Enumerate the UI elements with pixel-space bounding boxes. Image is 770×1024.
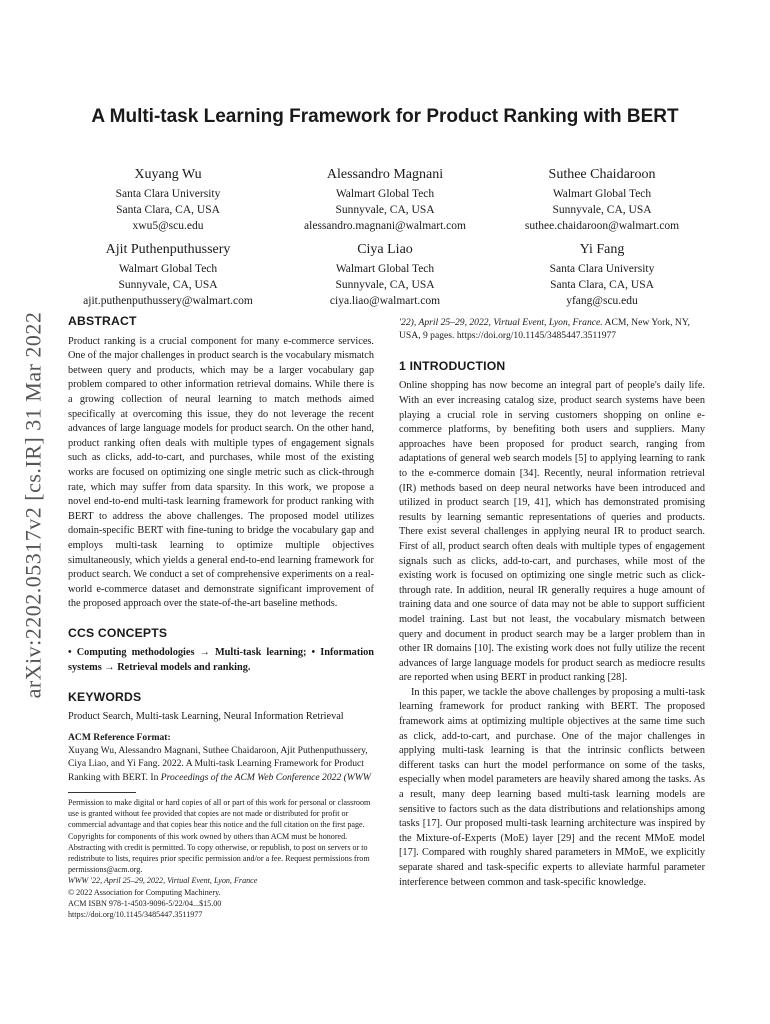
permission-venue: WWW '22, April 25–29, 2022, Virtual Event, Lyon, France	[68, 876, 258, 886]
acm-ref-heading: ACM Reference Format:	[68, 731, 171, 743]
author-name: Yi Fang	[579, 242, 625, 257]
acm-ref-italic: Proceedings of the ACM Web Conference 2022 (WWW	[160, 771, 371, 783]
permission-text: Permission to make digital or hard copies of all or part of this work for personal or classroom use is granted without fee provided that copies are not made or distributed for profit or commercial advantage and that copies bear this notice and the full citation on the first page. Copyrights for components of this work owned by others than ACM must be honored. Abstracting with credit is permitted. To copy otherwise, or republish, to post on servers or to redistribute to lists, requires prior specific permission and/or a fee. Request permissions from permissions@acm.org.	[68, 798, 371, 875]
author-affiliation: Walmart Global Tech	[118, 263, 218, 275]
author-name: Xuyang Wu	[134, 167, 202, 182]
permission-block	[68, 797, 374, 920]
author-block	[494, 166, 710, 234]
author-block	[494, 241, 710, 309]
ccs-text: • Computing methodologies → Multi-task learning; • Information systems → Retrieval models and ranking.	[68, 647, 374, 674]
permission-isbn: ACM ISBN 978-1-4503-9096-5/22/04...$15.00	[68, 898, 222, 908]
author-location: Sunnyvale, CA, USA	[335, 204, 435, 216]
abstract-heading: ABSTRACT	[68, 314, 137, 328]
authors-row-2	[60, 241, 710, 309]
author-email: suthee.chaidaroon@walmart.com	[524, 220, 680, 232]
author-email: xwu5@scu.edu	[132, 220, 204, 232]
author-location: Sunnyvale, CA, USA	[552, 204, 652, 216]
author-email: ajit.puthenputhussery@walmart.com	[83, 295, 253, 307]
footnote-rule	[68, 792, 136, 793]
author-name: Suthee Chaidaroon	[548, 167, 656, 182]
author-block	[60, 166, 276, 234]
keywords-text: Product Search, Multi-task Learning, Neural Information Retrieval	[68, 711, 344, 723]
ref-cont-italic: '22), April 25–29, 2022, Virtual Event, Lyon, France.	[399, 317, 603, 328]
arxiv-id: arXiv:2202.05317v2 [cs.IR] 31 Mar 2022	[20, 311, 45, 699]
permission-copyright: © 2022 Association for Computing Machinery.	[68, 887, 221, 897]
keywords-heading: KEYWORDS	[68, 689, 142, 704]
author-block	[60, 241, 276, 309]
author-location: Sunnyvale, CA, USA	[335, 279, 435, 291]
author-affiliation: Santa Clara University	[115, 188, 221, 200]
intro-paragraph-2: In this paper, we tackle the above challenges by proposing a multi-task learning framework for product ranking with BERT. The proposed framework aims at optimizing multiple objectives at the same time such as click, add-to-cart, and purchase. One of the major challenges in applying multi-task learning is that the intrinsic conflicts between different tasks can hurt the model performance on some of the tasks, especially when model parameters are heavily shared among the tasks. As a result, many deep learning based multi-task learning models are sensitive to factors such as the data distributions and relationships among tasks [17]. Our proposed multi-task learning architecture was inspired by the Mixture-of-Experts (MoE) layer [29] and the recent MMoE model [17]. Compared with roughly shared parameters in MMoE, we explicitly separate shared and task-specific experts to alleviate harmful parameter interference between common and task-specific knowledge.	[399, 686, 705, 888]
intro-paragraph-1: Online shopping has now become an integral part of people's daily life. With an ever increasing catalog size, product search systems have been playing a crucial role in serving customers shopping on online e-commerce platforms, by benefiting both users and suppliers. Many approaches have been proposed for product search, ranging from adaptations of general web search models [5] to applying learning to rank to the e-commerce domain [34]. Recently, neural information retrieval (IR) methods based on deep neural networks have been introduced and utilized in product search [19, 41], which has demonstrated promising results by learning semantic representations of queries and products. There exist several challenges in applying neural IR to product search. First of all, product search often deals with multiple types of engagement signals such as clicks, add-to-cart, and purchases, while most of the existing work is focused on optimizing one single metric such as click-through rate. In addition, neural IR generally requires a huge amount of training data and one source of data may not be able to support sufficient model training. Last but not least, the vocabulary mismatch between query and document in product search may be a larger problem than in other IR domains [10]. The existing work does not fully utilize the recent advances of large language models for product search as mediocre results are reported when using BERT in product ranking [28].	[399, 380, 705, 684]
author-email: yfang@scu.edu	[566, 295, 638, 307]
abstract-text: Product ranking is a crucial component for many e-commerce services. One of the major challenges in product search is the vocabulary mismatch between query and products, which may be a larger vocabulary gap problem compared to other information retrieval domains. While there is a growing collection of neural learning to match methods aimed specifically at overcoming this issue, they do not leverage the recent advances of large language models for product search. On the other hand, product ranking often deals with multiple types of engagement signals such as clicks, add-to-cart, and purchases, while most of the existing works are focused on optimizing one single metric such as click-through rate, which may suffer from data sparsity. In this work, we propose a novel end-to-end multi-task learning framework for product ranking with BERT to address the above challenges. The proposed model utilizes domain-specific BERT with fine-tuning to bridge the vocabulary gap and employs multi-task learning to optimize multiple objectives simultaneously, which yields a general end-to-end learning framework for product search. We conduct a set of comprehensive experiments on a real-world e-commerce dataset and demonstrate significant improvement of the proposed approach over the state-of-the-art baseline methods.	[68, 335, 374, 610]
acm-ref-text	[68, 744, 374, 784]
author-affiliation: Walmart Global Tech	[335, 263, 435, 275]
author-name: Alessandro Magnani	[326, 167, 444, 182]
author-email: alessandro.magnani@walmart.com	[304, 220, 466, 232]
author-affiliation: Santa Clara University	[549, 263, 655, 275]
authors-row-1	[60, 166, 710, 234]
author-affiliation: Walmart Global Tech	[335, 188, 435, 200]
author-email: ciya.liao@walmart.com	[329, 295, 441, 307]
paper-title: A Multi-task Learning Framework for Product Ranking with BERT	[91, 106, 679, 127]
intro-heading: 1 INTRODUCTION	[399, 358, 506, 373]
author-block	[277, 241, 493, 309]
acm-ref-continuation	[399, 316, 705, 343]
acm-ref-plain: Xuyang Wu, Alessandro Magnani, Suthee Chaidaroon, Ajit Puthenputhussery, Ciya Liao, and Yi Fang. 2022. A Multi-task Learning Framework for Product Ranking with BERT. In	[68, 744, 368, 783]
author-location: Sunnyvale, CA, USA	[118, 279, 218, 291]
author-location: Santa Clara, CA, USA	[116, 204, 220, 216]
ref-cont-plain: ACM, New York, NY, USA, 9 pages. https://doi.org/10.1145/3485447.3511977	[399, 317, 690, 342]
arxiv-watermark	[18, 280, 48, 730]
ccs-heading: CCS CONCEPTS	[68, 625, 168, 640]
right-column	[399, 316, 705, 890]
author-name: Ajit Puthenputhussery	[105, 242, 231, 257]
author-location: Santa Clara, CA, USA	[550, 279, 654, 291]
permission-doi: https://doi.org/10.1145/3485447.3511977	[68, 910, 203, 920]
author-affiliation: Walmart Global Tech	[552, 188, 652, 200]
author-block	[277, 166, 493, 234]
left-column	[68, 314, 374, 920]
author-name: Ciya Liao	[357, 242, 413, 257]
